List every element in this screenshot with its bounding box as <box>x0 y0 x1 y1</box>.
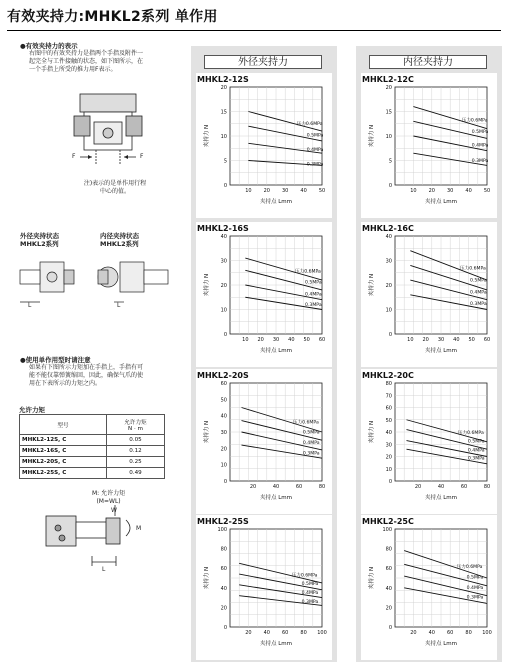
y-axis-label: 夹持力 N <box>369 420 375 444</box>
series-label: 0.5MPa <box>466 575 484 581</box>
y-tick-label: 0 <box>388 183 392 189</box>
y-tick-label: 30 <box>385 258 392 265</box>
y-tick-label: 30 <box>385 442 392 449</box>
y-tick-label: 5 <box>388 158 392 165</box>
x-tick-label: 50 <box>318 188 326 194</box>
usage-line: 如果有下图所示力矩加在手指上，手指有可 <box>29 364 144 371</box>
series-label: 压力0.6MPa <box>292 420 319 426</box>
usage-line: 能不能仅靠弹簧缩回，因此，确保气爪的使 <box>29 372 144 379</box>
table-cell-model: MHKL2-16S, C <box>20 446 107 457</box>
series-label: 0.3MPa <box>467 456 485 462</box>
y-tick-label: 0 <box>223 183 227 189</box>
y-axis-label: 夹持力 N <box>204 420 210 444</box>
x-tick-label: 20 <box>410 630 417 636</box>
x-axis-label: 夹持点 Lmm <box>424 495 458 501</box>
y-tick-label: 20 <box>385 85 392 91</box>
series-label: 0.3MPa <box>471 159 489 165</box>
y-tick-label: 15 <box>220 109 227 116</box>
x-tick-label: 50 <box>303 337 310 343</box>
y-axis-label: 夹持力 N <box>204 124 210 148</box>
table-cell-value: 0.05 <box>107 435 165 446</box>
moment-label-line: M: 允许力矩 <box>92 490 126 497</box>
series-label: 0.4MPa <box>471 143 489 149</box>
page-title: 有效夹持力:MHKL2系列 单作用 <box>7 9 218 25</box>
y-axis-label: 夹持力 N <box>369 566 375 590</box>
x-axis-label: 夹持点 Lmm <box>424 641 458 647</box>
x-tick-label: 100 <box>482 630 492 636</box>
y-tick-label: 50 <box>385 417 392 424</box>
series-label: 压力0.6MPa <box>457 431 484 437</box>
x-tick-label: 40 <box>437 484 445 490</box>
series-label: 0.3MPa <box>470 302 487 308</box>
y-tick-label: 0 <box>223 332 227 338</box>
x-tick-label: 10 <box>242 337 249 343</box>
y-tick-label: 50 <box>220 397 227 404</box>
y-axis-label: 夹持力 N <box>204 566 210 590</box>
length-symbol-l: L <box>28 302 32 309</box>
x-tick-label: 40 <box>453 337 460 343</box>
series-label: 压力0.6MPa <box>456 564 483 570</box>
table-cell-model: MHKL2-20S, C <box>20 457 107 468</box>
y-tick-label: 5 <box>223 158 227 165</box>
chart-title: MHKL2-20C <box>362 371 414 380</box>
x-axis-label: 夹持点 Lmm <box>259 641 293 647</box>
y-tick-label: 0 <box>223 625 227 631</box>
series-label: 0.4MPa <box>302 441 320 447</box>
series-label: 0.4MPa <box>301 591 319 597</box>
x-tick-label: 30 <box>282 188 289 194</box>
series-label: 0.4MPa <box>305 292 322 298</box>
y-axis-label: 夹持力 N <box>204 273 210 297</box>
y-tick-label: 0 <box>388 332 392 338</box>
table-cell-value: 0.25 <box>107 457 165 468</box>
series-label: 0.3MPa <box>466 595 484 601</box>
y-tick-label: 0 <box>223 479 227 485</box>
weight-symbol: W <box>111 507 117 514</box>
y-tick-label: 40 <box>220 234 227 240</box>
x-tick-label: 60 <box>447 630 454 636</box>
series-label: 0.4MPa <box>467 448 485 454</box>
table-cell-value: 0.12 <box>107 446 165 457</box>
series-label: 0.5MPa <box>306 133 324 139</box>
chart-title: MHKL2-25S <box>197 517 249 526</box>
x-tick-label: 20 <box>257 337 264 343</box>
table-cell-model: MHKL2-25S, C <box>20 468 107 479</box>
x-tick-label: 60 <box>295 484 303 490</box>
length-symbol-l: L <box>102 566 106 573</box>
y-tick-label: 40 <box>385 430 392 436</box>
table-header-torque-label: 允许力矩 <box>124 419 147 426</box>
x-axis-label: 夹持点 Lmm <box>259 348 293 354</box>
x-tick-label: 20 <box>263 188 270 194</box>
y-tick-label: 60 <box>220 566 227 573</box>
x-axis-label: 夹持点 Lmm <box>259 495 293 501</box>
x-tick-label: 30 <box>272 337 280 343</box>
y-tick-label: 10 <box>385 307 392 314</box>
series-label: 0.5MPa <box>467 439 485 445</box>
table-header-model: 型号 <box>20 415 107 435</box>
y-tick-label: 30 <box>220 258 227 265</box>
x-tick-label: 100 <box>317 630 327 636</box>
x-tick-label: 40 <box>428 630 435 636</box>
y-tick-label: 10 <box>220 307 227 314</box>
y-tick-label: 30 <box>220 430 227 436</box>
table-cell-model: MHKL2-12S, C <box>20 435 107 446</box>
y-tick-label: 20 <box>385 283 392 289</box>
x-tick-label: 10 <box>245 188 252 194</box>
y-axis-label: 夹持力 N <box>369 273 375 297</box>
chart-title: MHKL2-16C <box>362 224 414 233</box>
y-tick-label: 100 <box>382 527 392 533</box>
effective-force-line: 右图中的有效夹持力是指两个手指及附件一 <box>29 50 144 57</box>
x-tick-label: 40 <box>465 188 472 194</box>
series-label: 0.3MPa <box>301 600 319 606</box>
effective-force-line: 一个手指上所受的推力用F表示。 <box>29 66 117 73</box>
usage-heading: ●使用单作用型时请注意 <box>20 356 91 364</box>
chart-title: MHKL2-20S <box>197 371 249 380</box>
y-tick-label: 100 <box>217 527 227 533</box>
table-cell-value: 0.49 <box>107 468 165 479</box>
chart-title: MHKL2-16S <box>197 224 249 233</box>
x-tick-label: 60 <box>318 337 326 343</box>
series-label: 0.5MPa <box>305 280 322 286</box>
x-tick-label: 50 <box>483 188 491 194</box>
inner-state-title: 内径夹持状态 <box>100 232 139 240</box>
usage-line: 用在下表所示的力矩之内。 <box>29 380 102 387</box>
y-tick-label: 40 <box>220 585 227 592</box>
y-tick-label: 20 <box>385 605 392 612</box>
x-tick-label: 40 <box>272 484 280 490</box>
series-label: 0.5MPa <box>471 130 489 136</box>
x-tick-label: 10 <box>407 337 414 343</box>
force-symbol-right: F <box>140 153 144 160</box>
series-label: 0.4MPa <box>306 147 324 153</box>
series-label: 0.5MPa <box>302 430 320 436</box>
y-axis-label: 夹持力 N <box>369 124 375 148</box>
y-tick-label: 80 <box>385 381 392 387</box>
y-tick-label: 10 <box>220 134 227 140</box>
inner-state-series: MHKL2系列 <box>100 240 139 248</box>
x-tick-label: 40 <box>288 337 295 343</box>
x-tick-label: 40 <box>300 188 307 194</box>
x-tick-label: 80 <box>465 630 472 636</box>
figure-note-line: 注)表示的是单作用行程 <box>83 180 147 187</box>
y-tick-label: 20 <box>385 454 392 461</box>
series-label: 压力0.6MPa <box>461 118 488 124</box>
y-tick-label: 80 <box>220 546 227 553</box>
moment-formula: (M=WL) <box>96 498 121 505</box>
series-label: 0.4MPa <box>470 290 487 296</box>
figure-note-line: 中心的值。 <box>99 188 130 195</box>
series-label: 压力0.6MPa <box>460 266 486 272</box>
inner-force-panel-header: 内径夹持力 <box>369 55 487 69</box>
y-tick-label: 60 <box>385 566 392 573</box>
effective-force-heading: ●有效夹持力的表示 <box>20 42 78 50</box>
y-tick-label: 20 <box>220 446 227 453</box>
x-axis-label: 夹持点 Lmm <box>424 199 458 205</box>
series-label: 0.5MPa <box>301 581 319 587</box>
outer-force-panel-header: 外径夹持力 <box>204 55 322 69</box>
x-tick-label: 20 <box>422 337 429 343</box>
series-label: 压力0.6MPa <box>295 269 321 275</box>
x-tick-label: 20 <box>249 484 257 490</box>
x-tick-label: 60 <box>483 337 491 343</box>
x-tick-label: 20 <box>414 484 422 490</box>
y-tick-label: 20 <box>220 283 227 289</box>
x-tick-label: 10 <box>410 188 417 194</box>
torque-table-title: 允许力矩 <box>19 406 45 414</box>
x-tick-label: 60 <box>460 484 468 490</box>
force-symbol-left: F <box>72 153 76 160</box>
x-tick-label: 50 <box>468 337 475 343</box>
x-tick-label: 80 <box>300 630 307 636</box>
series-label: 压力0.6MPa <box>291 573 318 579</box>
series-label: 0.4MPa <box>466 586 484 592</box>
y-tick-label: 70 <box>385 393 392 400</box>
y-tick-label: 20 <box>220 605 227 612</box>
series-label: 0.3MPa <box>305 303 322 309</box>
y-tick-label: 10 <box>220 462 227 469</box>
x-axis-label: 夹持点 Lmm <box>424 348 458 354</box>
y-tick-label: 40 <box>385 585 392 592</box>
x-tick-label: 80 <box>318 484 326 490</box>
x-axis-label: 夹持点 Lmm <box>259 199 293 205</box>
x-tick-label: 40 <box>263 630 270 636</box>
x-tick-label: 30 <box>447 188 454 194</box>
x-tick-label: 30 <box>437 337 445 343</box>
y-tick-label: 0 <box>388 479 392 485</box>
series-label: 0.3MPa <box>306 162 324 168</box>
y-tick-label: 40 <box>220 413 227 420</box>
y-tick-label: 80 <box>385 546 392 553</box>
effective-force-line: 起完全与工件接触的状态，如下图所示，在 <box>29 58 144 65</box>
chart-title: MHKL2-25C <box>362 517 414 526</box>
y-tick-label: 20 <box>220 85 227 91</box>
y-tick-label: 0 <box>388 625 392 631</box>
x-tick-label: 20 <box>428 188 435 194</box>
y-tick-label: 10 <box>385 466 392 473</box>
x-tick-label: 20 <box>245 630 252 636</box>
chart-title: MHKL2-12S <box>197 75 249 84</box>
x-tick-label: 80 <box>483 484 491 490</box>
chart-title: MHKL2-12C <box>362 75 414 84</box>
y-tick-label: 15 <box>385 109 392 116</box>
x-tick-label: 60 <box>282 630 289 636</box>
length-symbol-l: L <box>117 302 121 309</box>
series-label: 压力0.6MPa <box>296 121 323 127</box>
table-header-torque-unit: N · m <box>128 425 143 432</box>
y-tick-label: 40 <box>385 234 392 240</box>
series-label: 0.5MPa <box>470 278 487 284</box>
outer-state-title: 外径夹持状态 <box>20 232 59 240</box>
y-tick-label: 60 <box>385 405 392 412</box>
outer-state-series: MHKL2系列 <box>20 240 59 248</box>
moment-symbol: M <box>136 525 142 532</box>
y-tick-label: 60 <box>220 381 227 387</box>
y-tick-label: 10 <box>385 134 392 140</box>
series-label: 0.3MPa <box>302 451 320 457</box>
